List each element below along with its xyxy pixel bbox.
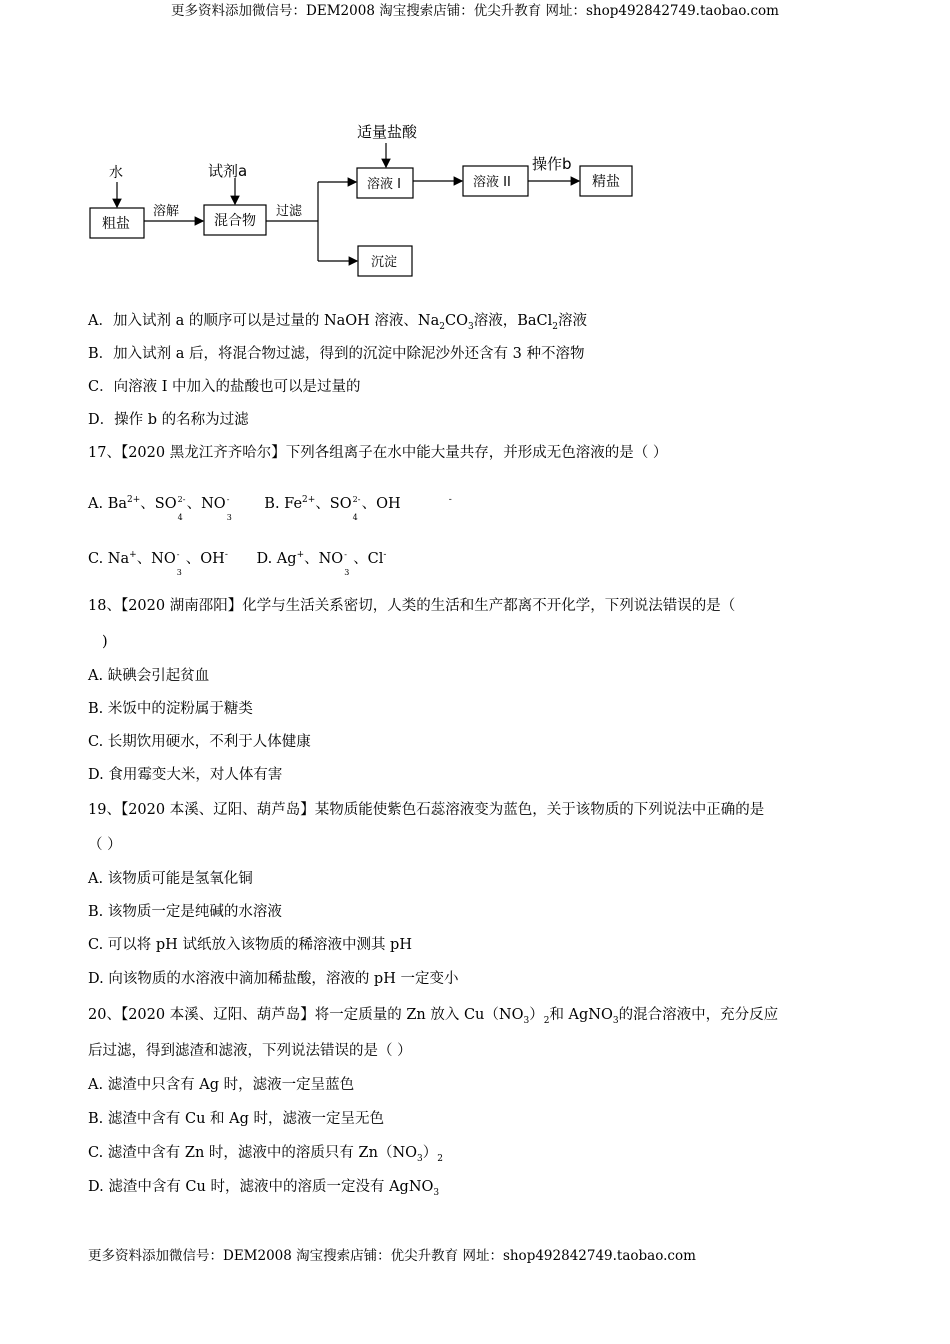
dissolve-label: 溶解 [153, 204, 180, 219]
q18-option-c: C. 长期饮用硬水，不利于人体健康 [88, 734, 311, 750]
q16-option-d: D．操作 b 的名称为过滤 [88, 412, 249, 428]
q20-option-c: C. 滤渣中含有 Zn 时，滤液中的溶质只有 $Zn(NO_3)_2$ [88, 1145, 443, 1164]
q19-stem-line2: （ ） [88, 837, 122, 853]
operation-b-label: 操作b [532, 155, 572, 173]
filter-label: 过滤 [276, 204, 303, 219]
q18-stem-line2: ) [102, 634, 108, 650]
q20-option-d: D. 滤渣中含有 Cu 时，滤液中的溶质一定没有 AgNO$_3$ [88, 1179, 440, 1198]
q18-stem-line1: 18、【2020 湖南邵阳】化学与生活关系密切，人类的生活和生产都离不开化学，下列说法错误的是（ [88, 598, 736, 614]
salt-purification-flowchart [80, 115, 660, 285]
q18-option-d: D. 食用霉变大米，对人体有害 [88, 767, 283, 783]
q19-option-b: B. 该物质一定是纯碱的水溶液 [88, 904, 282, 920]
q17-stem: 17、【2020 黑龙江齐齐哈尔】下列各组离子在水中能大量共存，并形成无色溶液的是（ ） [88, 445, 668, 461]
q17-options-cd: C. Na+、NO - 3 、OH- D. Ag+、NO - 3 、Cl- [88, 550, 387, 577]
q20-option-a: A. 滤渣中只含有 Ag 时，滤液一定呈蓝色 [88, 1077, 355, 1093]
mixture-label: 混合物 [214, 213, 256, 229]
page-header: 更多资料添加微信号：DEM2008 淘宝搜索店铺：优尖升教育 网址：shop492842749.taobao.com [171, 3, 779, 19]
hcl-label: 适量盐酸 [357, 123, 418, 141]
q18-option-a: A. 缺碘会引起贫血 [88, 668, 210, 684]
q16-option-c: C．向溶液 I 中加入的盐酸也可以是过量的 [88, 379, 361, 395]
q19-option-d: D. 向该物质的水溶液中滴加稀盐酸，溶液的 pH 一定变小 [88, 971, 459, 987]
reagent-a-label: 试剂a [208, 162, 248, 180]
solution-2-label: 溶液 II [473, 175, 511, 190]
q19-stem-line1: 19、【2020 本溪、辽阳、葫芦岛】某物质能使紫色石蕊溶液变为蓝色，关于该物质的下列说法中正确的是 [88, 802, 765, 818]
q16-option-a: A．加入试剂 a 的顺序可以是过量的 NaOH 溶液、$Na_2CO_3$溶液，BaCl$_2$溶液 [88, 313, 587, 332]
q19-option-c: C. 可以将 pH 试纸放入该物质的稀溶液中测其 pH [88, 937, 412, 953]
q20-stem-line1: 20、【2020 本溪、辽阳、葫芦岛】将一定质量的 Zn 放入 $Cu(NO_3)_2$和 AgNO$_3$的混合溶液中，充分反应 [88, 1007, 779, 1026]
precipitate-label: 沉淀 [371, 255, 398, 270]
fine-salt-label: 精盐 [592, 174, 620, 190]
solution-1-label: 溶液 I [367, 177, 401, 192]
crude-salt-label: 粗盐 [102, 216, 130, 232]
q20-option-b: B. 滤渣中含有 Cu 和 Ag 时，滤液一定呈无色 [88, 1111, 384, 1127]
q18-option-b: B. 米饭中的淀粉属于糖类 [88, 701, 253, 717]
q17-options-ab: A. $Ba^{2+}$、SO 2- 4 、NO - 3 B. $Fe^{2+}$、SO 2- 4 、OH - [88, 495, 452, 522]
q20-stem-line2: 后过滤，得到滤渣和滤液，下列说法错误的是（ ） [88, 1043, 412, 1059]
q16-option-b: B．加入试剂 a 后，将混合物过滤，得到的沉淀中除泥沙外还含有 3 种不溶物 [88, 346, 585, 362]
water-label: 水 [109, 165, 123, 181]
q19-option-a: A. 该物质可能是氢氧化铜 [88, 871, 253, 887]
page-footer: 更多资料添加微信号：DEM2008 淘宝搜索店铺：优尖升教育 网址：shop492842749.taobao.com [88, 1248, 696, 1264]
